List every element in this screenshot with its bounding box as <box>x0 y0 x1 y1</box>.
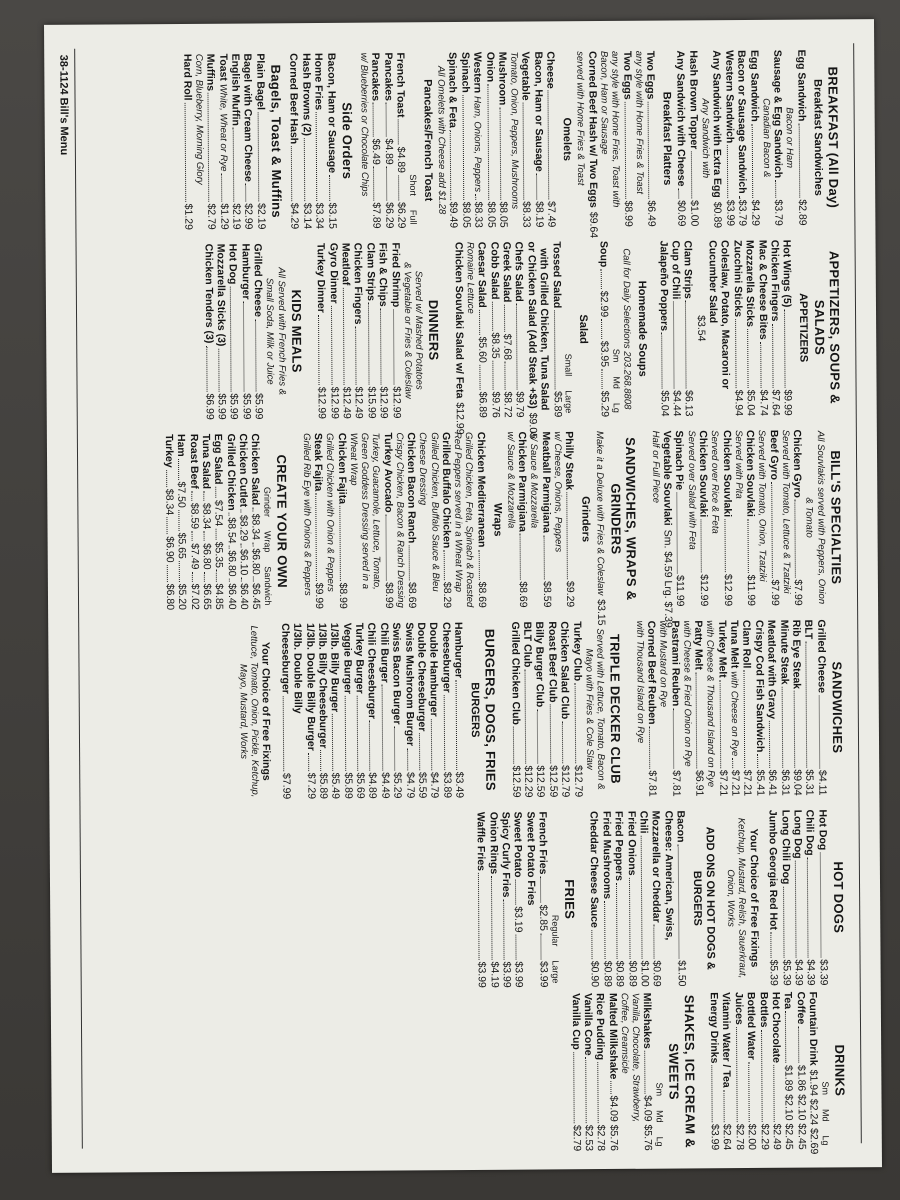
item-note: with Mustard on Rye <box>657 620 669 708</box>
menu-item: Grilled Chicken Club $12.59 <box>508 621 523 798</box>
menu-item: Fried Mushrooms $0.89 <box>600 810 614 988</box>
menu-item: Long Chili Dog $5.39 <box>779 809 793 986</box>
menu-item: Chicken Fingers $7.64 <box>768 239 782 416</box>
menu-item: Mac & Cheese Bites $4.74 <box>756 239 770 416</box>
menu-item: Turkey Club $12.79 <box>570 621 585 798</box>
menu-item: Onion Rings $4.19 <box>487 811 501 988</box>
menu-item: Western Ham, Onions, Peppers $8.33 <box>471 51 485 228</box>
menu-item: Waffle Fries $3.99 <box>474 811 489 988</box>
menu-item: Vanilla Cone $2.53 <box>581 993 595 1152</box>
menu-item: Sausage & Egg Sandwich $3.79 <box>771 49 785 226</box>
menu-item: Chicken Souvlaki Salad w/ Feta $12.99 <box>452 241 466 435</box>
item-note: Romaine Lettuce <box>464 241 476 314</box>
burgers-sub: BURGERS <box>468 682 482 738</box>
item-note: Half or Full Piece <box>649 430 661 504</box>
menu-item: Steak Fajita $9.99 <box>311 432 326 610</box>
menu-item: Cobb Salad $8.35 $9.76 <box>488 241 502 418</box>
item-note: Bacon or Ham <box>783 107 796 169</box>
menu-item: Sweet Potato Fries <box>524 811 537 906</box>
menu-item: Malted Milkshake $4.09 $5.76 <box>606 992 620 1152</box>
menu-item: Meatloaf with Gravy $6.41 <box>765 619 779 796</box>
menu-item: Coffee $1.86 $2.10 $2.45 <box>794 991 808 1150</box>
item-note: Tomato, Onion, Peppers, Mushrooms <box>508 51 521 210</box>
menu-item: Mozzarella Sticks $5.04 <box>743 239 758 417</box>
menu-item: Bacon $1.50 <box>674 810 688 987</box>
item-note: All Omelets with Cheese add $1.28 <box>435 65 448 215</box>
menu-footer: 38-1124 Bill's Menu <box>57 54 70 156</box>
side-orders-title: Side Orders <box>339 102 355 180</box>
menu-item: Philly Steak $9.29 <box>563 431 577 608</box>
menu-item: Chicken Salad $8.34 $6.80 $6.45 <box>249 433 263 610</box>
column-breakfast <box>180 49 846 239</box>
menu-item: Chili Burger $4.49 <box>378 622 392 799</box>
menu-item: Bacon, Ham or Sausage $8.19 <box>532 51 546 228</box>
fries-title: FRIES <box>562 879 578 920</box>
menu-item: Double Hamburger $4.79 <box>427 622 441 799</box>
menu-item: Clam Roll $7.21 <box>740 619 754 797</box>
menu-item: Tossed Salad $5.89 <box>550 241 564 418</box>
menu-item: Pancakes $4.89 $6.29 <box>382 52 396 229</box>
menu-item: Roast Beef $8.59 $7.49 $7.02 <box>187 433 201 610</box>
coleslaw-price: $3.54 <box>694 315 707 342</box>
menu-item: Grilled Chicken $8.54 $6.80 $6.40 <box>224 433 238 610</box>
menu-item: Milkshakes $4.09 $5.76 <box>641 992 655 1151</box>
menu-item: Hot Dog $5.99 <box>227 243 241 420</box>
menu-item: Two Eggs $8.99 <box>620 50 634 227</box>
menu-item: Chili Cheeseburger $4.89 <box>365 622 379 799</box>
menu-item: English Muffin $2.19 <box>229 53 243 230</box>
dinners-note: Served w/ Mashed Potatoes <box>412 270 425 390</box>
menu-item: Grilled Cheese $4.11 <box>814 619 829 796</box>
menu-item: Bottles $2.29 <box>757 991 771 1150</box>
menu-item: Chicken Cutlet $8.29 $6.10 $6.40 <box>236 433 251 610</box>
menu-item: Vegetable $8.33 <box>519 51 533 228</box>
menu-item: Billy Burger Club $12.59 <box>533 621 547 798</box>
menu-item: Turkey Dinner $12.99 <box>314 242 329 420</box>
menu-item: French Toast $4.89 $6.29 <box>394 52 408 229</box>
menu-item: Grilled Buffalo Chicken $8.29 <box>439 432 454 609</box>
breakfast-platters-title: Breakfast Platters <box>660 91 674 186</box>
item-note: with Thousand Island on Rye <box>633 620 646 744</box>
menu-item: Cheeseburger $7.99 <box>279 623 293 800</box>
menu-item: Tuna Melt with Cheese on Rye $7.21 <box>728 620 742 797</box>
item-note: Grilled Chicken with Onion & Peppers <box>324 432 337 592</box>
menu-item: Egg Salad $7.54 $5.35 $4.85 <box>212 433 226 610</box>
menu-item: French Fries $2.85 $3.99 <box>536 811 550 988</box>
menu-item: Soup $2.99 $3.95 $5.29 <box>597 240 612 418</box>
menu-item: Zucchini Sticks $4.94 <box>731 240 745 417</box>
drinks-title: DRINKS <box>832 1044 848 1097</box>
menu-item: Bacon or Sausage Sandwich $3.79 <box>735 50 749 227</box>
menu-item: Tea $1.89 $2.10 $2.45 <box>782 991 796 1150</box>
menu-item: Grilled Cheese $5.99 <box>251 243 265 420</box>
column-sandwiches <box>237 619 850 799</box>
menu-item: Fried Peppers $0.89 <box>612 810 626 987</box>
item-note: Grilled Chicken, Buffalo Sauce & Bleu Cheese Dressing <box>417 432 441 592</box>
item-note: w/ Cheese, Onions, Peppers <box>551 431 564 553</box>
menu-item: Vitamin Water / Tea $2.64 <box>720 992 734 1151</box>
menu-item: BLT $5.31 <box>802 619 816 796</box>
hotdog-fixings-note: Ketchup, Mustard, Relish, Sauerkraut, Onion, Works <box>725 817 749 979</box>
item-note: w/ Blueberries or Chocolate Chips <box>358 52 371 197</box>
menu-item: Two Eggs $6.49 <box>644 50 658 227</box>
menu-item: Mozzarella Sticks (3) $5.99 <box>214 243 228 420</box>
menu-item: Bacon, Ham or Sausage $3.15 <box>324 52 339 229</box>
menu-item: Turkey Melt $7.21 <box>715 620 730 797</box>
menu-page-rotated <box>44 19 882 1173</box>
breakfast-sandwiches-title: Breakfast Sandwiches <box>811 79 824 196</box>
item-note: Vanilla, Chocolate, Strawberry, Coffee, Creamsicle <box>618 992 642 1123</box>
item-note: served with Home Fries & Toast <box>574 51 587 186</box>
menu-item: Jumbo Georgia Red Hot $5.39 <box>766 809 780 986</box>
menu-item: Clam Strips $15.99 <box>364 242 378 419</box>
menu-item: Pancakes $6.49 $7.89 <box>369 52 383 229</box>
menu-item: Rice Pudding $2.78 <box>594 993 608 1152</box>
size-header: Sm Md Lg <box>654 1082 665 1147</box>
create-title: CREATE YOUR OWN <box>274 454 291 588</box>
section-title-breakfast: BREAKFAST (All Day) <box>825 66 842 209</box>
menu-item: Energy Drinks $3.99 <box>707 992 721 1151</box>
bottom-rule <box>74 49 83 1149</box>
column-drinks <box>569 991 852 1155</box>
menu-item: Vanilla Cup $2.79 <box>569 993 583 1152</box>
section-title-hotdogs: HOT DOGS <box>830 861 847 934</box>
size-header: Sm Md Lg <box>611 348 622 413</box>
menu-item: Chicken Souvlaki $12.99 <box>720 430 734 607</box>
item-note: w/ Sauce & Mozzarella <box>504 431 517 529</box>
menu-item: Cheddar Cheese Sauce $0.90 <box>587 811 602 988</box>
column-specialties <box>162 429 848 628</box>
item-note: Served over Salad with Feta <box>685 430 698 550</box>
menu-item: Hot Chocolate $2.49 <box>769 991 783 1150</box>
menu-item: Western Sandwich $3.99 <box>722 50 737 227</box>
menu-item: Fried Onions $0.89 <box>625 810 639 987</box>
bagels-title: Bagels, Toast & Muffins <box>268 64 285 218</box>
wraps-title: Wraps <box>491 502 504 537</box>
menu-item: Tuna Salad $8.34 $6.80 $6.65 <box>199 433 214 610</box>
menu-item: Chicken Parmigiana $8.69 <box>516 431 530 608</box>
item-note: Served with Pita <box>732 430 745 499</box>
top-rule <box>853 43 862 1143</box>
menu-item: Long Dog $4.39 <box>791 809 805 986</box>
menu-item: 1/3lb. Billy Burger $5.49 <box>328 622 342 799</box>
menu-item: Hot Wings (5) $9.99 <box>780 239 795 416</box>
menu-item: Double Cheeseburger $5.59 <box>415 622 429 799</box>
menu-item: Chicken Fingers $12.49 <box>351 242 366 419</box>
menu-item: Corned Beef Hash $4.29 <box>287 53 301 230</box>
menu-item: Hash Browns (2) $3.14 <box>300 53 314 230</box>
dinners-title: DINNERS <box>426 299 442 361</box>
menu-item: 1/3lb. Billy Cheeseburger $5.89 <box>316 622 330 800</box>
menu-item: Spicy Curly Fries $3.99 <box>499 811 513 988</box>
menu-item: Chicken Gyro $7.99 <box>791 429 805 606</box>
menu-item: Chicken Mediterranean $8.69 <box>474 431 488 608</box>
size-header: Short Full <box>407 174 419 225</box>
menu-item: Turkey Burger $5.69 <box>353 622 367 799</box>
menu-item: Chili $1.00 <box>637 810 651 987</box>
menu-item: Bottled Water $2.00 <box>744 991 759 1151</box>
specialties-note: All Souvlakis served with Peppers, Onion & Tomato <box>803 430 827 605</box>
column-hotdogs <box>474 809 850 988</box>
menu-item: Hamburger $5.99 <box>239 243 253 420</box>
menu-item: Chili Dog $4.39 <box>803 809 818 986</box>
menu-item: Meatloaf $12.49 <box>339 242 353 419</box>
menu-item: or Chicken Salad (Add Steak +$3) $9.05 <box>525 241 539 440</box>
menu-item: Mozzarella or Cheddar $0.69 <box>649 810 664 987</box>
triple-title: TRIPLE DECKER CLUB <box>607 633 624 784</box>
item-note: any style with Home Fries & Toast <box>632 50 645 195</box>
menu-item: Jalapeño Poppers $5.04 <box>657 240 671 417</box>
triple-note: Mayo with Fries & Cole Slaw <box>583 648 596 770</box>
menu-item: Chicken Fajita $8.99 <box>335 432 349 609</box>
menu-item: Veggie Burger $5.89 <box>340 622 355 799</box>
menu-item: Chicken Bacon Ranch $8.69 <box>405 432 419 609</box>
menu-item: 1/3lb. Double Billy Burger $7.29 <box>303 623 317 800</box>
item-note: Grilled Rib Eye with Onions & Peppers <box>300 433 313 596</box>
section-title-sandwiches: SANDWICHES <box>829 661 846 754</box>
menu-item: 1/3lb. Double Billy <box>291 623 305 714</box>
item-note: with Cheese & Thousand Island on Rye <box>704 620 717 788</box>
menu-item: Gyro Dinner $12.99 <box>327 242 341 419</box>
menu-item: Cup of Chili $4.44 <box>669 240 683 417</box>
menu-item: Any Sandwich with Cheese $0.69 <box>674 50 688 227</box>
menu-item: Roast Beef Club $12.59 <box>546 621 560 798</box>
appetizers-sub: APPETIZERS <box>797 293 810 363</box>
menu-item: Turkey $8.34 $6.90 $6.80 <box>162 434 176 611</box>
salad-title: Salad <box>577 314 590 344</box>
menu-item: Hot Dog $3.39 <box>816 809 830 986</box>
menu-item: BLT Club $12.29 <box>521 621 535 798</box>
soups-note: Call for Daily Selections 203.268.8808 <box>620 248 633 410</box>
menu-item: Pastrami Reuben $7.81 <box>668 620 682 797</box>
item-note: any style with Home Fries, Toast with Bacon, Ham or Sausage <box>598 50 622 208</box>
omelets-title: Omelets <box>560 117 574 162</box>
menu-item: Sweet Potato $3.19 $3.99 <box>511 811 526 988</box>
triple-note: Served with Lettuce, Tomato, Bacon & <box>594 628 607 790</box>
menu-item: Mushroom $8.05 <box>496 51 510 228</box>
menu-item: Fountain Drink $1.94 $2.24 $2.69 <box>806 991 820 1155</box>
menu-item: Juices $2.78 <box>732 992 746 1151</box>
menu-item: Meatball Parmigiana $8.59 <box>539 431 553 608</box>
menu-item: Chicken Tenders (3) $6.99 <box>202 243 216 420</box>
item-note: Turkey, Guacamole, Lettuce, Tomato, Green Goddess Dressing served in a Wheat Wrap <box>347 432 383 590</box>
item-note: with Grilled Chicken, Tuna Salad <box>537 248 551 411</box>
kids-title: KIDS MEALS <box>288 289 305 373</box>
menu-item: Muffins $2.79 <box>204 53 218 230</box>
menu-item: Spinach $8.05 <box>458 51 473 229</box>
menu-item: Beef Gyro $7.99 <box>767 429 781 606</box>
menu-item: Egg Sandwich $4.29 <box>747 49 761 226</box>
menu-item: Bagel with Cream Cheese $2.99 <box>241 53 255 230</box>
size-header: Regular Large <box>549 914 561 984</box>
menu-item: Fried Shrimp $12.99 <box>389 242 403 419</box>
menu-item: Cheeseburger $3.89 <box>439 622 454 799</box>
menu-item: Plain Bagel $2.19 <box>253 53 268 230</box>
item-note: Served over Rice & Feta <box>709 430 721 534</box>
menu-item: Crispy Cod Fish Sandwich $5.41 <box>752 619 767 796</box>
shakes-title: SHAKES, ICE CREAM & SWEETS <box>666 994 698 1149</box>
menu-item: Toast White, Wheat or Rye $1.29 <box>216 53 231 230</box>
menu-item: Clam Strips $6.13 <box>681 240 696 417</box>
fixings-note: Lettuce, Tomato, Onion, Pickle, Ketchup, Mayo, Mustard, Works <box>237 625 261 798</box>
menu-item: Swiss Mushroom Burger $4.79 <box>402 622 416 799</box>
menu-item: Cheese $7.49 <box>544 51 558 228</box>
menu-item: Fish & Chips $12.99 <box>376 242 390 419</box>
menu-item: Spinach Pie $11.99 <box>673 430 687 607</box>
soups-title: Homemade Soups <box>636 280 649 377</box>
menu-item: Any Sandwich with Extra Egg $0.89 <box>710 50 724 229</box>
pancakes-title: Pancakes/French Toast <box>421 79 435 202</box>
menu-item: Onion $8.05 <box>483 51 497 228</box>
kids-note: Small Soda, Milk or Juice <box>264 277 276 385</box>
fixings-title: Your Choice of Free Fixings <box>259 641 273 781</box>
menu-item: Greek Salad $7.68 $8.72 <box>500 241 514 418</box>
hotdog-fixings-title: Your Choice of Free Fixings <box>747 828 761 968</box>
item-note: Served with Tomato, Onion, Tzatziki <box>756 429 769 582</box>
section-title-sandwiches-wraps: SANDWICHES, WRAPS & GRINDERS <box>608 437 640 601</box>
menu-item: Minute Steak $6.31 <box>777 619 791 796</box>
grinders-title: Grinders <box>579 496 593 543</box>
menu-item: Home Fries $3.34 <box>312 52 326 230</box>
item-note: Corn, Blueberry, Morning Glory <box>193 53 205 185</box>
menu-item: Hard Roll $1.29 <box>180 53 195 230</box>
dinners-note: & Vegetable or Fries & Coleslaw <box>401 262 414 399</box>
menu-item: Chefs Salad $9.79 <box>512 241 527 418</box>
menu-item: Ham $7.50 $5.65 $5.20 <box>175 433 189 611</box>
menu-item: Swiss Bacon Burger $5.29 <box>390 622 404 799</box>
item-note: with Cheese & Fried Onion on Rye <box>680 620 693 767</box>
menu-item: Spinach & Feta $9.49 <box>446 52 460 229</box>
menu-item: Corned Beef Reuben $7.81 <box>645 620 659 797</box>
kids-note: All Served with French Fries & <box>275 267 288 396</box>
item-note: Crispy Chicken, Bacon & Ranch Dressing <box>393 432 406 608</box>
menu-paper <box>44 19 882 1173</box>
menu-item: Vegetable Souvlaki Sm. $4.59 Lrg. $7.39 <box>660 430 675 628</box>
menu-item: Chicken Souvlaki $11.99 <box>743 429 758 607</box>
menu-item: Rib Eye Steak $9.04 <box>790 619 804 796</box>
item-note: Any Sandwich with <box>699 98 712 179</box>
item-note: w/ Sauce & Mozzarella <box>528 431 540 529</box>
deluxe-note: Make it a Deluxe with Fries & Coleslaw $3.15 <box>593 431 607 626</box>
burgers-dogs-fries-title: BURGERS, DOGS, FRIES <box>482 628 499 791</box>
item-note: Served with Tomato, Lettuce & Tzatziki <box>779 429 792 594</box>
size-header: Small Large <box>563 353 574 414</box>
menu-item: Corned Beef Hash w/ Two Eggs $9.64 <box>585 51 600 239</box>
coleslaw-item: Coleslaw, Potato, Macaroni or Cucumber Salad <box>706 240 733 390</box>
item-note: Canadian Bacon & <box>760 98 772 178</box>
menu-item: Cheese: American, Swiss, <box>662 810 676 941</box>
menu-item: Egg Sandwich $2.89 <box>794 49 809 226</box>
menu-item: Patty Melt $6.91 <box>692 620 706 797</box>
menu-item: Chicken Souvlaki $12.99 <box>696 430 711 607</box>
menu-item: Chicken Salad Club $12.79 <box>558 621 572 798</box>
menu-item: Hash Brown Topper $1.00 <box>687 50 701 227</box>
item-note: Grilled Chicken, Feta, Spinach & Roasted Red Peppers served in a Wheat Wrap <box>451 431 476 608</box>
create-header: Grinder Wrap Sandwich <box>262 486 274 606</box>
size-header: Sm Md Lg <box>820 1081 831 1146</box>
menu-item: Caesar Salad $5.60 $6.89 <box>475 241 490 418</box>
column-appetizers <box>202 239 847 440</box>
menu-item: Turkey Avocado $8.99 <box>381 432 395 609</box>
section-title-appetizers: APPETIZERS, SOUPS & SALADS <box>811 250 843 404</box>
section-title-specialties: BILL'S SPECIALTIES <box>827 450 844 585</box>
menu-item: Hamburger $3.49 <box>452 621 466 799</box>
addons-title: ADD ONS ON HOT DOGS & BURGERS <box>690 826 717 970</box>
